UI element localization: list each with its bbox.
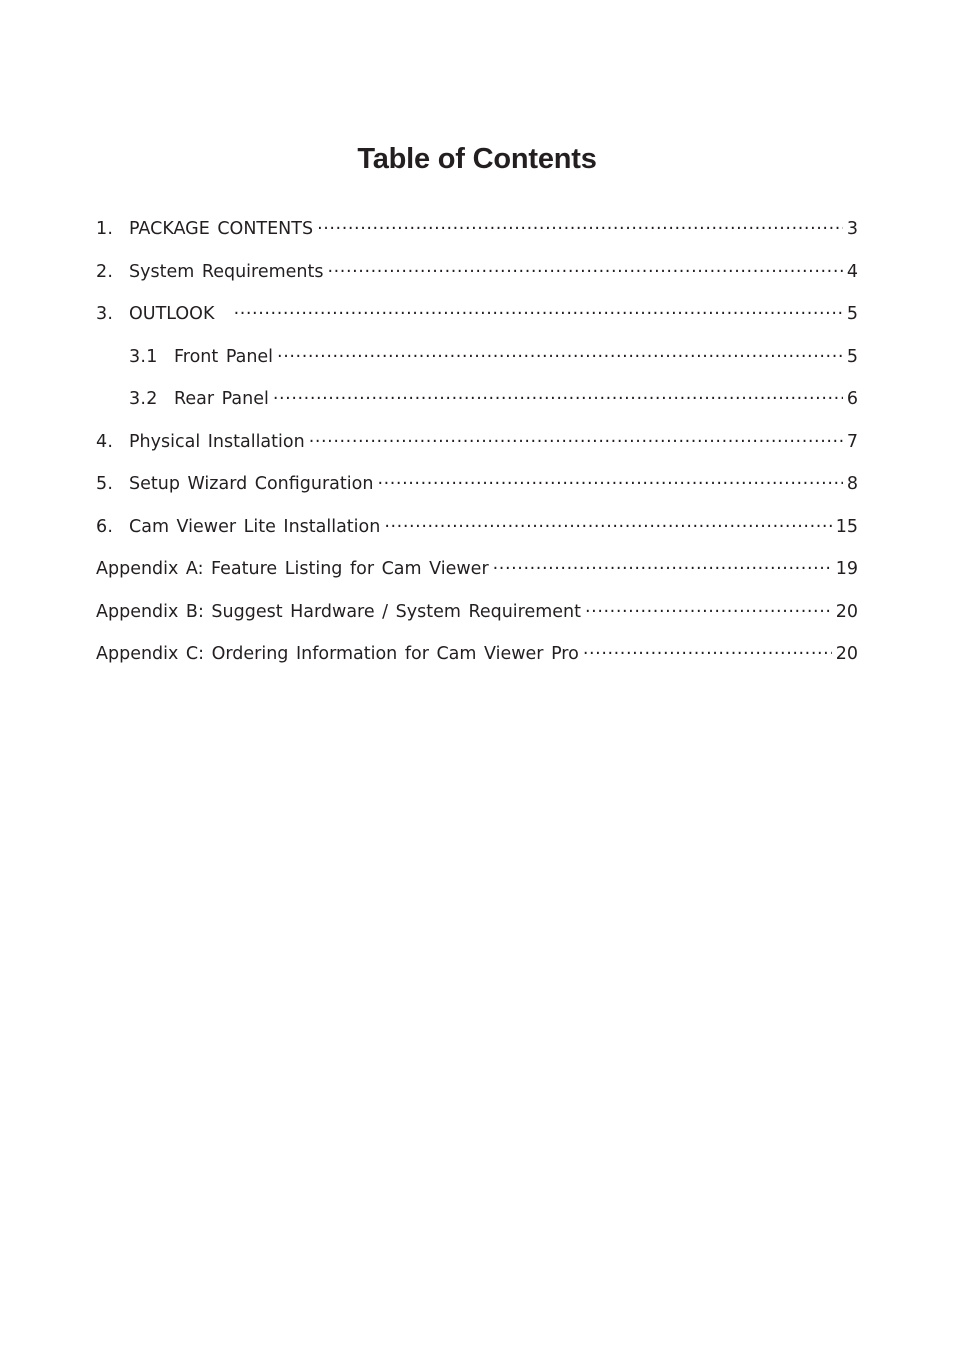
toc-entry-number: 4. — [96, 431, 114, 452]
toc-entry-system-requirements[interactable] — [96, 257, 858, 300]
toc-entry-label[interactable]: Appendix A: Feature Listing for Cam Viewer — [96, 559, 489, 579]
table-of-contents — [96, 214, 858, 682]
toc-entry-label[interactable]: Rear Panel — [174, 389, 269, 409]
dot-leader — [493, 554, 832, 574]
page-title: Table of Contents — [357, 143, 597, 176]
toc-entry-page: 6 — [846, 389, 858, 409]
toc-entry-label[interactable]: OUTLOOK — [129, 304, 230, 324]
toc-entry-page: 20 — [835, 601, 858, 622]
toc-entry-number: 2. — [96, 261, 114, 282]
toc-entry-label[interactable]: Front Panel — [174, 346, 274, 367]
toc-entry-outlook[interactable] — [96, 299, 858, 342]
toc-entry-number: 3.1 — [129, 346, 158, 367]
toc-entry-page: 20 — [835, 644, 858, 664]
toc-entry-number: 1. — [96, 219, 114, 239]
toc-entry-page: 5 — [846, 346, 858, 367]
toc-entry-page: 4 — [846, 261, 858, 282]
toc-entry-physical-installation[interactable] — [96, 427, 858, 470]
toc-entry-label[interactable]: PACKAGE CONTENTS — [129, 219, 314, 239]
toc-entry-label[interactable]: System Requirements — [129, 261, 324, 282]
toc-entry-page: 5 — [846, 304, 858, 324]
toc-entry-page: 8 — [846, 474, 858, 494]
toc-entry-appendix-c[interactable] — [96, 639, 858, 682]
toc-entry-number: 6. — [96, 516, 114, 537]
toc-entry-setup-wizard[interactable] — [96, 469, 858, 512]
dot-leader — [327, 257, 842, 277]
toc-entry-front-panel[interactable] — [96, 342, 858, 385]
dot-leader — [384, 512, 831, 532]
dot-leader — [585, 597, 832, 617]
toc-entry-rear-panel[interactable] — [96, 384, 858, 427]
toc-entry-label[interactable]: Appendix C: Ordering Information for Cam Viewer Pro — [96, 644, 579, 664]
toc-entry-page: 7 — [846, 431, 858, 452]
toc-entry-page: 15 — [835, 516, 858, 537]
toc-entry-label[interactable]: Physical Installation — [129, 431, 305, 452]
dot-leader — [234, 299, 843, 319]
dot-leader — [273, 384, 843, 404]
toc-entry-package-contents[interactable] — [96, 214, 858, 257]
toc-entry-label[interactable]: Cam Viewer Lite Installation — [129, 516, 381, 537]
toc-entry-page: 19 — [835, 559, 858, 579]
toc-entry-label[interactable]: Setup Wizard Configuration — [129, 474, 374, 494]
dot-leader — [277, 342, 843, 362]
toc-entry-appendix-a[interactable] — [96, 554, 858, 597]
toc-entry-page: 3 — [846, 219, 858, 239]
dot-leader — [317, 214, 843, 234]
dot-leader — [377, 469, 842, 489]
toc-entry-number: 3.2 — [129, 389, 158, 409]
dot-leader — [583, 639, 832, 659]
toc-entry-number: 5. — [96, 474, 114, 494]
toc-entry-appendix-b[interactable] — [96, 597, 858, 640]
toc-entry-cam-viewer-lite[interactable] — [96, 512, 858, 555]
toc-entry-label[interactable]: Appendix B: Suggest Hardware / System Requirement — [96, 601, 582, 622]
dot-leader — [309, 427, 843, 447]
toc-entry-number: 3. — [96, 304, 114, 324]
